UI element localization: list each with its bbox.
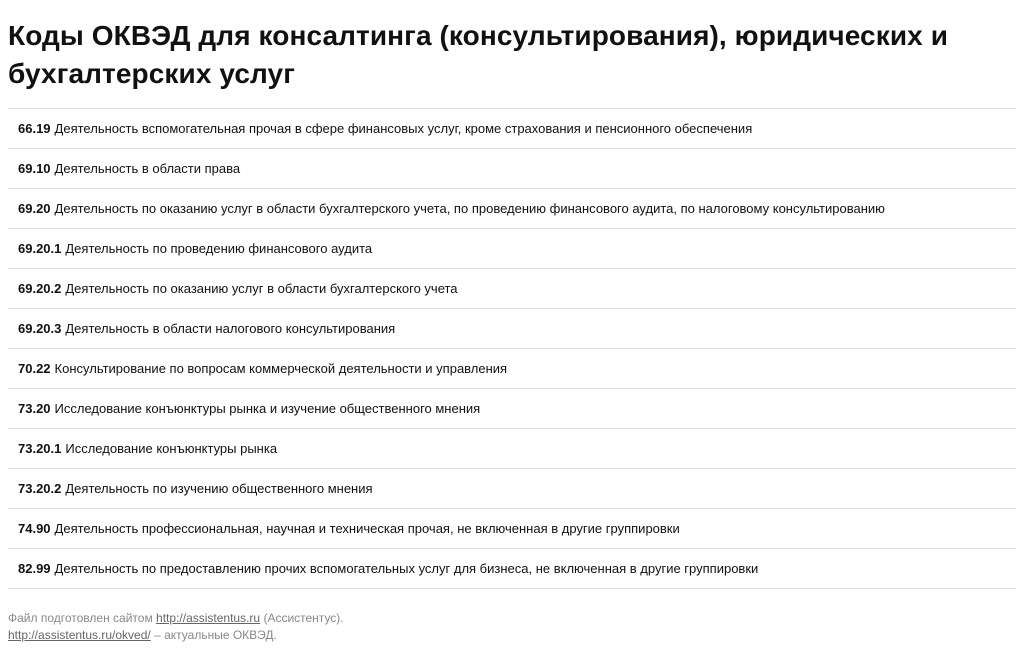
okved-code: 69.10 [18,161,51,176]
okved-description: Деятельность по оказанию услуг в области бухгалтерского учета, по проведению финансового аудита, по налоговому консультированию [54,201,885,216]
okved-page-link[interactable]: http://assistentus.ru/okved/ [8,628,151,642]
list-item [8,269,1016,309]
footer [8,610,1016,644]
list-item [8,469,1016,509]
okved-description: Консультирование по вопросам коммерческой деятельности и управления [54,361,508,376]
okved-description: Деятельность в области налогового консультирования [65,321,396,336]
okved-code: 73.20 [18,401,51,416]
list-item [8,149,1016,189]
list-item [8,389,1016,429]
okved-description: Деятельность по изучению общественного мнения [65,481,373,496]
okved-description: Деятельность в области права [54,161,241,176]
assistentus-link[interactable]: http://assistentus.ru [156,611,261,625]
okved-description: Деятельность по оказанию услуг в области бухгалтерского учета [65,281,458,296]
okved-code: 74.90 [18,521,51,536]
list-item [8,309,1016,349]
footer-line-source [8,610,1016,627]
okved-description: Деятельность по проведению финансового аудита [65,241,373,256]
okved-code: 66.19 [18,121,51,136]
okved-code: 69.20.3 [18,321,62,336]
okved-code: 69.20.1 [18,241,62,256]
list-item [8,549,1016,589]
page-title: Коды ОКВЭД для консалтинга (консультирования), юридических и бухгалтерских услуг [8,20,949,89]
list-item [8,229,1016,269]
document [8,0,1016,644]
okved-code: 82.99 [18,561,51,576]
okved-code: 69.20.2 [18,281,62,296]
footer-source-prefix: Файл подготовлен сайтом [8,611,157,625]
okved-code: 69.20 [18,201,51,216]
okved-code: 70.22 [18,361,51,376]
list-item [8,349,1016,389]
okved-code: 73.20.1 [18,441,62,456]
okved-description: Деятельность вспомогательная прочая в сфере финансовых услуг, кроме страхования и пенсионного обеспечения [54,121,753,136]
footer-line-okved [8,627,1016,644]
list-item [8,509,1016,549]
footer-source-suffix: (Ассистентус). [260,611,344,625]
list-item [8,429,1016,469]
footer-okved-suffix: – актуальные ОКВЭД. [150,628,277,642]
okved-description: Деятельность по предоставлению прочих вспомогательных услуг для бизнеса, не включенная в другие группировки [54,561,759,576]
list-item [8,189,1016,229]
okved-description: Деятельность профессиональная, научная и техническая прочая, не включенная в другие группировки [54,521,680,536]
okved-code: 73.20.2 [18,481,62,496]
okved-list [8,108,1016,589]
okved-description: Исследование конъюнктуры рынка и изучение общественного мнения [54,401,481,416]
okved-description: Исследование конъюнктуры рынка [65,441,278,456]
list-item [8,109,1016,149]
